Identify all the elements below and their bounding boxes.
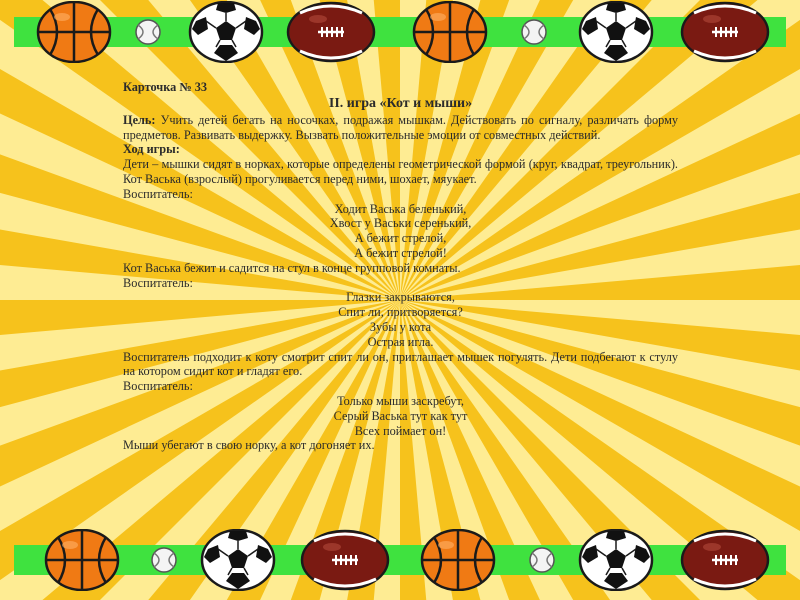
game-card bbox=[123, 80, 678, 453]
basketball-icon bbox=[44, 529, 120, 596]
ending-paragraph: Мыши убегают в свою норку, а кот догоняет их. bbox=[123, 438, 375, 453]
goal-text: Учить детей бегать на носочках, подражая мышкам. Действовать по сигналу, различать форму предметов. Развивать выдержку. Вызвать положительные эмоции от совместных действий. bbox=[123, 112, 678, 142]
action-paragraph: Воспитатель подходит к коту смотрит спит ли он, приглашает мышек погулять. Дети подбегают к стулу на котором сидит кот и гладят его. bbox=[123, 349, 678, 379]
teacher-label: Воспитатель: bbox=[123, 275, 193, 290]
soccer-ball-icon bbox=[578, 1, 654, 68]
poem-line: Только мыши заскребут, bbox=[337, 393, 464, 408]
soccer-ball-icon bbox=[200, 529, 276, 596]
tennis-ball-icon bbox=[134, 18, 162, 51]
soccer-ball-icon bbox=[578, 529, 654, 596]
tennis-ball-icon bbox=[528, 546, 556, 579]
card-number: Карточка № 33 bbox=[123, 80, 208, 94]
poem-line: Хвост у Васьки серенький, bbox=[329, 216, 472, 231]
soccer-ball-icon bbox=[188, 1, 264, 68]
course-label: Ход игры: bbox=[123, 142, 180, 157]
football-icon bbox=[680, 1, 770, 68]
football-icon bbox=[286, 1, 376, 68]
bottom-border-strip bbox=[14, 545, 786, 575]
poem-line: Ходит Васька беленький, bbox=[334, 201, 467, 216]
poem-line: А бежит стрелой, bbox=[354, 231, 447, 246]
action-paragraph: Кот Васька бежит и садится на стул в конце групповой комнаты. bbox=[123, 260, 461, 275]
poem-line: Зубы у кота bbox=[369, 319, 432, 334]
poem-line: Всех поймает он! bbox=[354, 423, 447, 438]
poem-line: А бежит стрелой! bbox=[354, 245, 447, 260]
game-title: II. игра «Кот и мыши» bbox=[328, 95, 473, 111]
tennis-ball-icon bbox=[520, 18, 548, 51]
top-border-strip bbox=[14, 17, 786, 47]
basketball-icon bbox=[420, 529, 496, 596]
teacher-label: Воспитатель: bbox=[123, 379, 193, 394]
poem-line: Острая игла. bbox=[367, 334, 434, 349]
basketball-icon bbox=[36, 1, 112, 68]
poem-line: Спит ли, притворяется? bbox=[338, 305, 463, 320]
teacher-label: Воспитатель: bbox=[123, 186, 193, 201]
football-icon bbox=[300, 529, 390, 596]
basketball-icon bbox=[412, 1, 488, 68]
intro-paragraph: Дети – мышки сидят в норках, которые определены геометрической формой (круг, квадрат, треугольник). Кот Васька (взрослый) прогуливается перед ними, шохает, мяукает. bbox=[123, 157, 678, 186]
goal-label: Цель: bbox=[123, 112, 156, 127]
tennis-ball-icon bbox=[150, 546, 178, 579]
football-icon bbox=[680, 529, 770, 596]
poem-line: Серый Васька тут как тут bbox=[333, 408, 468, 423]
goal-paragraph bbox=[123, 113, 678, 143]
poem-line: Глазки закрываются, bbox=[346, 290, 455, 305]
